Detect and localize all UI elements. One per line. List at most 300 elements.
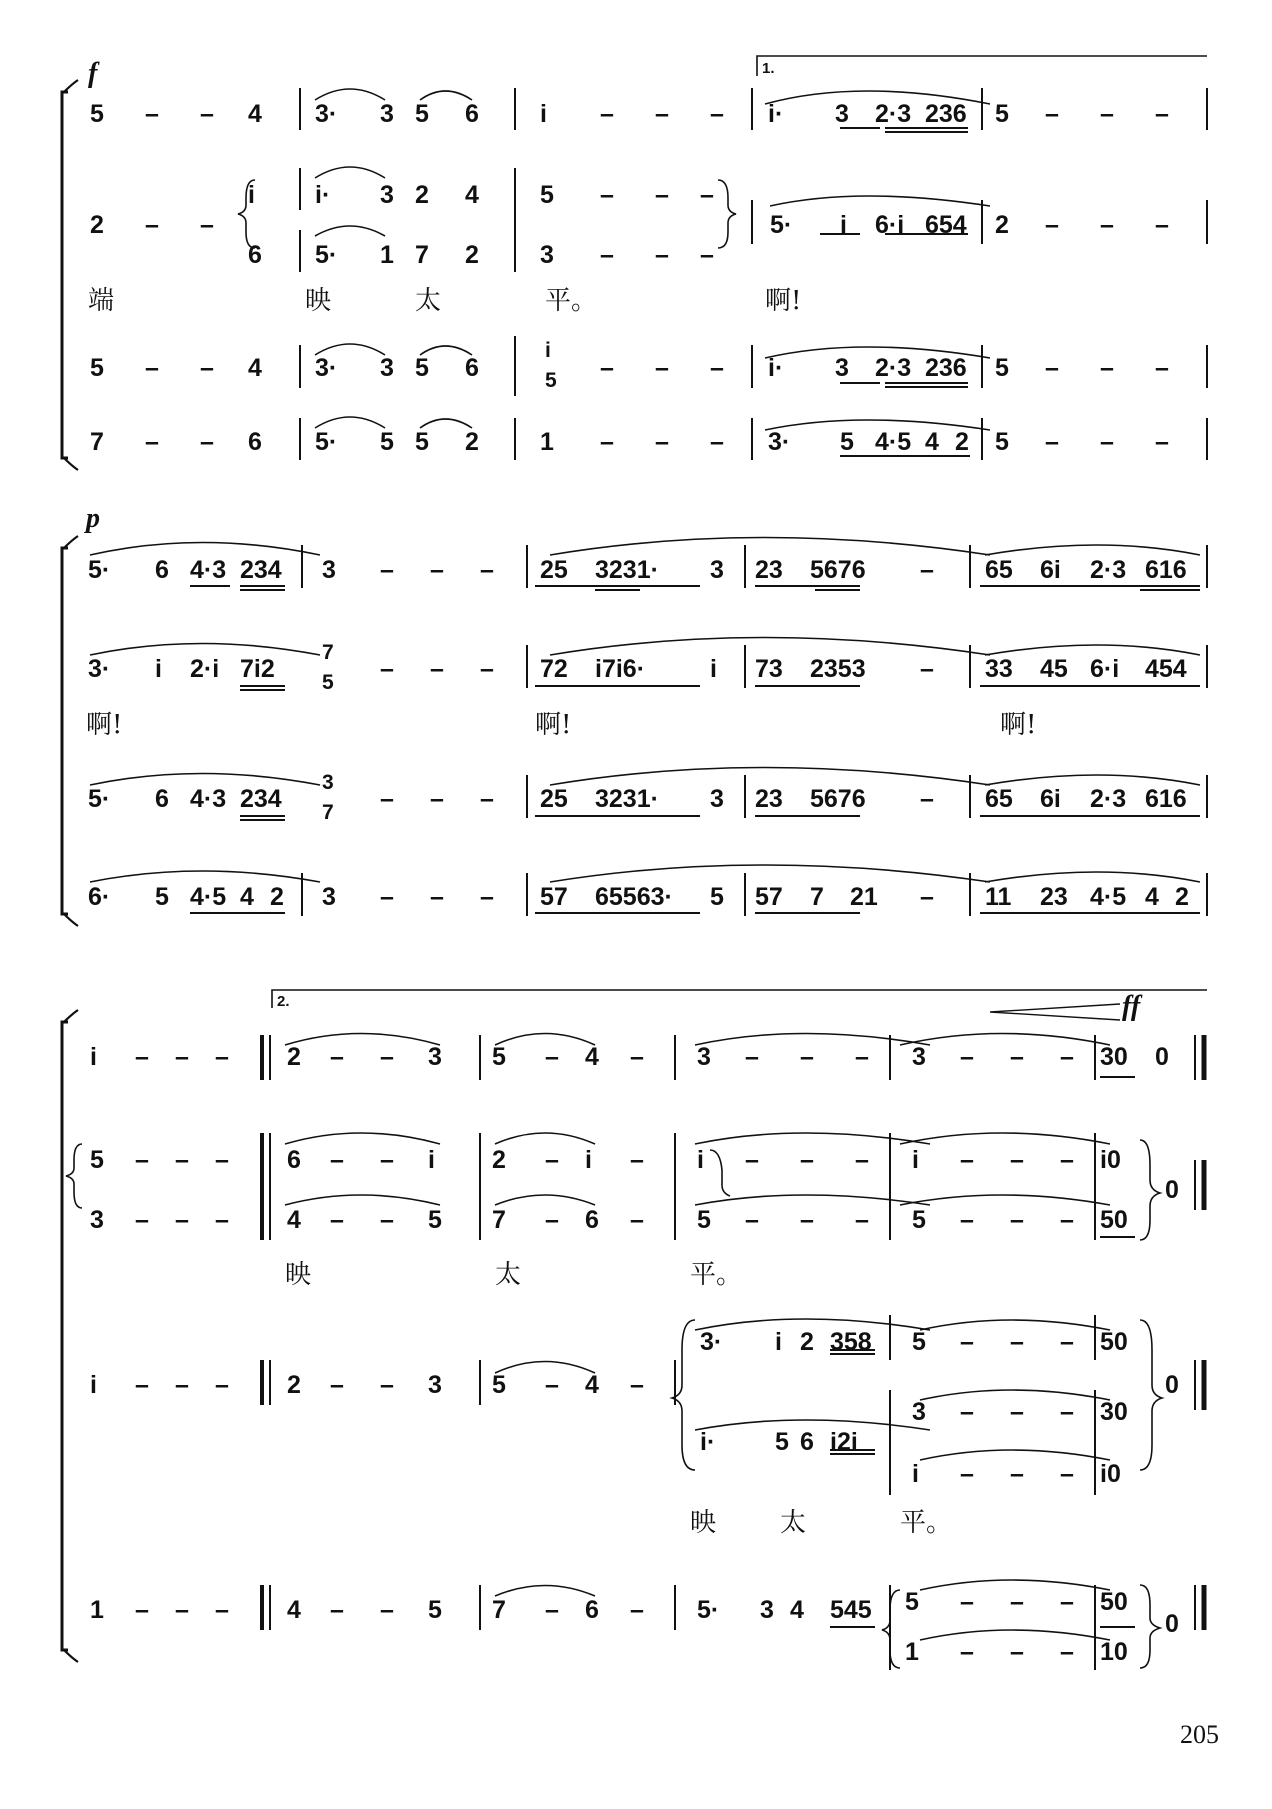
- note: –: [800, 1043, 814, 1071]
- note: i: [248, 181, 255, 209]
- note: –: [855, 1146, 869, 1174]
- note: 5: [90, 1146, 104, 1174]
- note: i: [90, 1371, 97, 1399]
- note: 4·5: [875, 428, 912, 456]
- note: –: [430, 655, 444, 683]
- note: 545: [830, 1596, 872, 1624]
- note: –: [700, 241, 714, 269]
- note: 6: [155, 556, 169, 584]
- note: 3: [380, 181, 394, 209]
- note: –: [200, 354, 214, 382]
- note: –: [600, 100, 614, 128]
- note: –: [800, 1206, 814, 1234]
- lyric: 太: [415, 286, 442, 316]
- note: –: [215, 1206, 229, 1234]
- note: –: [710, 354, 724, 382]
- note: 4: [287, 1596, 301, 1624]
- note: 5: [912, 1328, 926, 1356]
- note: –: [545, 1206, 559, 1234]
- note: 7: [492, 1206, 506, 1234]
- note: –: [1045, 100, 1059, 128]
- note: 5: [912, 1206, 926, 1234]
- note: 5: [415, 100, 429, 128]
- note: 2: [90, 211, 104, 239]
- note: 1: [90, 1596, 104, 1624]
- lyric: 啊!: [535, 710, 572, 740]
- note: 25: [540, 556, 568, 584]
- lyric: 啊!: [1000, 710, 1037, 740]
- note: 57: [540, 883, 568, 911]
- note: –: [655, 354, 669, 382]
- note: –: [855, 1206, 869, 1234]
- note: –: [1060, 1043, 1074, 1071]
- note: –: [135, 1206, 149, 1234]
- note: –: [1060, 1588, 1074, 1616]
- first-ending-label: 1.: [762, 60, 775, 77]
- note: –: [1010, 1043, 1024, 1071]
- note: 72: [540, 655, 568, 683]
- note: 2: [415, 181, 429, 209]
- note: 50: [1100, 1328, 1128, 1356]
- note: 3·: [768, 428, 791, 456]
- lyric: 映: [690, 1508, 717, 1538]
- note: i: [428, 1146, 435, 1174]
- note: 5: [840, 428, 854, 456]
- note: i0: [1100, 1460, 1121, 1488]
- note: 236: [925, 100, 967, 128]
- note: –: [1010, 1460, 1024, 1488]
- note: 5·: [315, 428, 338, 456]
- note: –: [960, 1460, 974, 1488]
- note: 4·3: [190, 556, 227, 584]
- note: –: [960, 1206, 974, 1234]
- note: –: [380, 1146, 394, 1174]
- note: –: [960, 1328, 974, 1356]
- note: –: [1155, 100, 1169, 128]
- note: –: [480, 556, 494, 584]
- note: 5: [492, 1043, 506, 1071]
- note: 6·i: [1090, 655, 1120, 683]
- note: –: [145, 211, 159, 239]
- note: –: [1060, 1460, 1074, 1488]
- note: –: [380, 556, 394, 584]
- note: –: [630, 1206, 644, 1234]
- note: –: [1010, 1146, 1024, 1174]
- note: –: [1100, 354, 1114, 382]
- note: 21: [850, 883, 878, 911]
- note: –: [1060, 1206, 1074, 1234]
- note: 2·3: [875, 100, 912, 128]
- lyric: 平。: [545, 286, 598, 316]
- note: –: [330, 1206, 344, 1234]
- note: 0: [1165, 1176, 1179, 1204]
- note: 2·i: [190, 655, 220, 683]
- note: 234: [240, 785, 282, 813]
- note: –: [145, 354, 159, 382]
- note: 5·: [88, 556, 111, 584]
- note: 2: [1175, 883, 1189, 911]
- note: i: [775, 1328, 782, 1356]
- note: 7: [492, 1596, 506, 1624]
- note: 3: [697, 1043, 711, 1071]
- note: 3: [322, 883, 336, 911]
- note: –: [330, 1146, 344, 1174]
- note: 7: [90, 428, 104, 456]
- note: 65: [985, 556, 1013, 584]
- note: –: [380, 655, 394, 683]
- note: –: [380, 1371, 394, 1399]
- note: 6: [585, 1596, 599, 1624]
- note: –: [630, 1146, 644, 1174]
- note: 2·3: [1090, 556, 1127, 584]
- note: 3·: [315, 354, 338, 382]
- note: 6i: [1040, 785, 1061, 813]
- note: 4: [585, 1371, 599, 1399]
- note: –: [215, 1146, 229, 1174]
- note: –: [600, 354, 614, 382]
- note: i2i: [830, 1428, 858, 1456]
- note: i: [90, 1043, 97, 1071]
- note: 4: [248, 100, 262, 128]
- note: 6: [155, 785, 169, 813]
- note: 5676: [810, 556, 866, 584]
- forte-marking: f: [88, 58, 98, 89]
- note: 3: [912, 1398, 926, 1426]
- page-number: 205: [1180, 1720, 1219, 1749]
- note: 23: [1040, 883, 1068, 911]
- note: –: [1100, 211, 1114, 239]
- note: –: [960, 1588, 974, 1616]
- note: 5·: [315, 241, 338, 269]
- note: 5·: [88, 785, 111, 813]
- note: 50: [1100, 1588, 1128, 1616]
- note: –: [1010, 1638, 1024, 1666]
- note: 4·3: [190, 785, 227, 813]
- lyric: 啊!: [86, 710, 123, 740]
- lyric: 平。: [690, 1260, 743, 1290]
- note: –: [600, 181, 614, 209]
- note: –: [145, 100, 159, 128]
- note: –: [1060, 1328, 1074, 1356]
- note: 2: [492, 1146, 506, 1174]
- note: –: [430, 785, 444, 813]
- note: 7: [415, 241, 429, 269]
- note: –: [700, 181, 714, 209]
- note: –: [135, 1596, 149, 1624]
- note: –: [1010, 1588, 1024, 1616]
- note: 6·: [88, 883, 111, 911]
- note: 2·3: [1090, 785, 1127, 813]
- note: 3: [90, 1206, 104, 1234]
- note: i7i6·: [595, 655, 646, 683]
- note: 6: [585, 1206, 599, 1234]
- note: 3: [835, 100, 849, 128]
- note: 2·3: [875, 354, 912, 382]
- note: i·: [768, 354, 784, 382]
- note: –: [215, 1371, 229, 1399]
- note: –: [330, 1596, 344, 1624]
- note: 2: [465, 428, 479, 456]
- note: –: [430, 883, 444, 911]
- note: –: [1060, 1398, 1074, 1426]
- note: 236: [925, 354, 967, 382]
- note: 6: [248, 241, 262, 269]
- note: 4: [585, 1043, 599, 1071]
- note: –: [380, 1596, 394, 1624]
- note: –: [655, 100, 669, 128]
- note: 11: [985, 883, 1012, 911]
- note: 73: [755, 655, 783, 683]
- note: –: [480, 883, 494, 911]
- note: i: [585, 1146, 592, 1174]
- note: –: [215, 1596, 229, 1624]
- note: 5: [428, 1206, 442, 1234]
- note: –: [1060, 1638, 1074, 1666]
- note: –: [545, 1371, 559, 1399]
- note: –: [175, 1596, 189, 1624]
- note: –: [745, 1146, 759, 1174]
- note: i·: [768, 100, 784, 128]
- note: 3·: [700, 1328, 723, 1356]
- note: –: [545, 1146, 559, 1174]
- note: 3: [428, 1043, 442, 1071]
- note: 6: [465, 354, 479, 382]
- note: –: [920, 883, 934, 911]
- note: –: [710, 100, 724, 128]
- note: –: [855, 1043, 869, 1071]
- note: 3: [322, 771, 334, 794]
- note: 4: [790, 1596, 804, 1624]
- note: –: [215, 1043, 229, 1071]
- note: –: [1155, 211, 1169, 239]
- note: –: [1100, 428, 1114, 456]
- lyric: 映: [305, 286, 332, 316]
- note: 5: [995, 100, 1009, 128]
- note: 2: [270, 883, 284, 911]
- note: 5: [905, 1588, 919, 1616]
- note: 4: [465, 181, 479, 209]
- note: 65: [985, 785, 1013, 813]
- note: i·: [315, 181, 331, 209]
- note: –: [960, 1043, 974, 1071]
- note: i: [545, 339, 551, 362]
- note: 23: [755, 785, 783, 813]
- note: 4: [1145, 883, 1159, 911]
- note: –: [960, 1146, 974, 1174]
- note: 358: [830, 1328, 872, 1356]
- note: 4: [287, 1206, 301, 1234]
- note: –: [745, 1206, 759, 1234]
- note: 616: [1145, 785, 1187, 813]
- note: 2: [955, 428, 969, 456]
- note: 5: [540, 181, 554, 209]
- note: 3: [540, 241, 554, 269]
- note: 616: [1145, 556, 1187, 584]
- note: –: [600, 241, 614, 269]
- note: 2: [287, 1371, 301, 1399]
- note: 3: [710, 556, 724, 584]
- note: 5: [415, 354, 429, 382]
- note: 5: [710, 883, 724, 911]
- note: –: [145, 428, 159, 456]
- note: 5: [995, 354, 1009, 382]
- note: 65563·: [595, 883, 673, 911]
- note: 50: [1100, 1206, 1128, 1234]
- note: 6·i: [875, 211, 905, 239]
- note: –: [655, 181, 669, 209]
- note: i0: [1100, 1146, 1121, 1174]
- note: –: [1100, 100, 1114, 128]
- note: 1: [380, 241, 394, 269]
- note: 3: [760, 1596, 774, 1624]
- note: 1: [905, 1638, 919, 1666]
- note: 1: [540, 428, 554, 456]
- note: 3231·: [595, 556, 659, 584]
- note: 2: [287, 1043, 301, 1071]
- lyric: 啊!: [765, 286, 802, 316]
- note: –: [480, 785, 494, 813]
- note: –: [135, 1146, 149, 1174]
- lyric: 端: [88, 286, 115, 316]
- note: i: [155, 655, 162, 683]
- piano-marking: p: [86, 503, 100, 534]
- note: –: [175, 1146, 189, 1174]
- note: –: [380, 785, 394, 813]
- fortissimo-marking: ff: [1122, 991, 1141, 1022]
- note: 5: [322, 671, 334, 694]
- note: 5: [428, 1596, 442, 1624]
- note: 5: [155, 883, 169, 911]
- note: 3·: [315, 100, 338, 128]
- note: 7: [322, 801, 334, 824]
- note: –: [960, 1398, 974, 1426]
- note: 5: [545, 369, 557, 392]
- note: 5: [995, 428, 1009, 456]
- note: –: [920, 785, 934, 813]
- note: 3: [835, 354, 849, 382]
- note: 3·: [88, 655, 111, 683]
- note: –: [1060, 1146, 1074, 1174]
- note: –: [1010, 1398, 1024, 1426]
- note: 3: [380, 100, 394, 128]
- note: 3: [380, 354, 394, 382]
- note: 6: [465, 100, 479, 128]
- note: 6: [800, 1428, 814, 1456]
- second-ending-label: 2.: [277, 993, 290, 1010]
- note: 5: [697, 1206, 711, 1234]
- note: –: [200, 428, 214, 456]
- note: 454: [1145, 655, 1187, 683]
- note: 30: [1100, 1398, 1128, 1426]
- note: –: [600, 428, 614, 456]
- note: i: [710, 655, 717, 683]
- note: 0: [1165, 1371, 1179, 1399]
- note: –: [920, 556, 934, 584]
- note: i: [840, 211, 847, 239]
- note: 10: [1100, 1638, 1128, 1666]
- lyric: 平。: [900, 1508, 953, 1538]
- note: 57: [755, 883, 783, 911]
- note: –: [175, 1043, 189, 1071]
- note: –: [380, 883, 394, 911]
- note: 7i2: [240, 655, 275, 683]
- note: 234: [240, 556, 282, 584]
- note: 5: [90, 354, 104, 382]
- note: i: [540, 100, 547, 128]
- note: –: [1045, 354, 1059, 382]
- note: –: [655, 241, 669, 269]
- note: 4·5: [190, 883, 227, 911]
- note: 3231·: [595, 785, 659, 813]
- note: 3: [710, 785, 724, 813]
- note: 7: [810, 883, 824, 911]
- note: –: [1155, 428, 1169, 456]
- note: 0: [1165, 1610, 1179, 1638]
- note: –: [135, 1371, 149, 1399]
- note: 25: [540, 785, 568, 813]
- note: 2: [995, 211, 1009, 239]
- lyric: 太: [780, 1508, 807, 1538]
- note: i: [697, 1146, 704, 1174]
- note: i·: [700, 1428, 716, 1456]
- lyric: 映: [285, 1260, 312, 1290]
- note: 5676: [810, 785, 866, 813]
- note: 45: [1040, 655, 1068, 683]
- note: –: [545, 1596, 559, 1624]
- note: –: [800, 1146, 814, 1174]
- note: i: [912, 1460, 919, 1488]
- note: –: [135, 1043, 149, 1071]
- note: 5: [775, 1428, 789, 1456]
- note: –: [630, 1043, 644, 1071]
- note: –: [380, 1206, 394, 1234]
- note: –: [200, 100, 214, 128]
- note: –: [1155, 354, 1169, 382]
- note: –: [200, 211, 214, 239]
- note: 0: [1155, 1043, 1169, 1071]
- note: –: [1010, 1206, 1024, 1234]
- note: –: [655, 428, 669, 456]
- note: –: [430, 556, 444, 584]
- note: 23: [755, 556, 783, 584]
- note: 5: [415, 428, 429, 456]
- note: 5: [90, 100, 104, 128]
- note: 2: [465, 241, 479, 269]
- note: –: [630, 1596, 644, 1624]
- note: –: [630, 1371, 644, 1399]
- note: 7: [322, 641, 334, 664]
- note: 3: [912, 1043, 926, 1071]
- note: 6i: [1040, 556, 1061, 584]
- note: –: [1010, 1328, 1024, 1356]
- note: –: [330, 1043, 344, 1071]
- note: –: [175, 1206, 189, 1234]
- note: 30: [1100, 1043, 1128, 1071]
- note: 2: [800, 1328, 814, 1356]
- note: 5·: [697, 1596, 720, 1624]
- note: 6: [248, 428, 262, 456]
- note: 4: [248, 354, 262, 382]
- note: 2353: [810, 655, 866, 683]
- note: 5·: [770, 211, 793, 239]
- note: 5: [380, 428, 394, 456]
- note: i: [912, 1146, 919, 1174]
- lyric: 太: [495, 1260, 522, 1290]
- note: –: [480, 655, 494, 683]
- note: –: [920, 655, 934, 683]
- note: –: [710, 428, 724, 456]
- note: 654: [925, 211, 967, 239]
